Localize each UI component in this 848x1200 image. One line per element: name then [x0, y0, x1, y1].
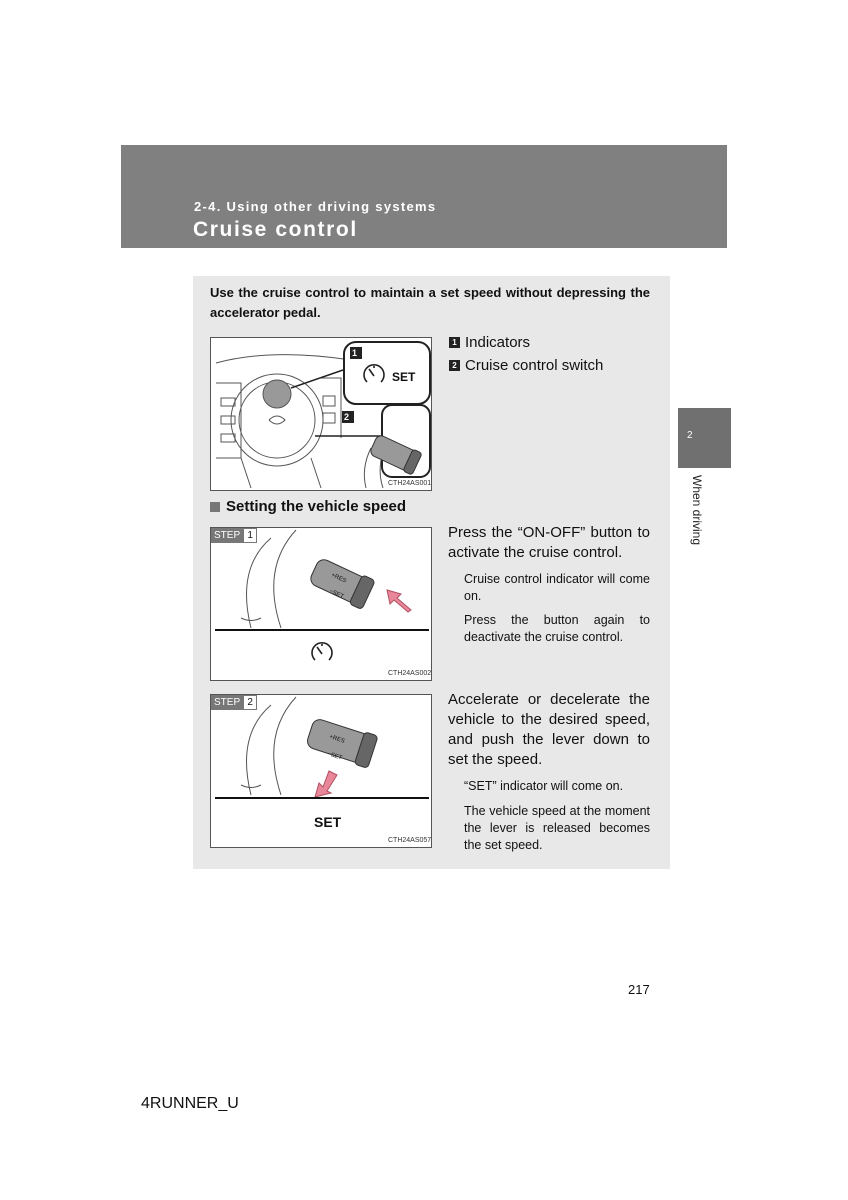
callout-1-number: 1 [352, 348, 358, 358]
legend-number: 2 [449, 360, 460, 371]
overview-figure [210, 337, 432, 491]
chapter-number: 2 [687, 430, 693, 441]
step-1-illustration [211, 528, 433, 682]
page-title: Cruise control [193, 218, 358, 241]
square-bullet-icon [210, 502, 220, 512]
page-number: 217 [628, 982, 650, 997]
cruise-indicator-icon [312, 643, 332, 660]
lever-res-label: +RES [328, 734, 346, 745]
figure-code: CTH24AS001 [388, 480, 432, 487]
dashboard-illustration [211, 338, 433, 492]
chapter-tab [678, 408, 731, 468]
step-number: 1 [243, 528, 257, 543]
legend-label: Indicators [465, 334, 531, 351]
step-1-figure [210, 527, 432, 681]
intro-text: Use the cruise control to maintain a set speed without depressing the accelerator pedal. [210, 285, 650, 320]
chapter-label: When driving [690, 475, 704, 546]
legend-number: 1 [449, 337, 460, 348]
section-heading [210, 498, 406, 515]
step-2-text: Accelerate or decelerate the vehicle to the desired speed, and push the lever down to set the speed. [448, 691, 650, 768]
step-1-note: Cruise control indicator will come on. [464, 572, 650, 603]
step-number: 2 [243, 695, 257, 710]
push-down-arrow-icon [315, 771, 337, 797]
content-panel [193, 276, 670, 869]
step-label: STEP [211, 528, 243, 543]
set-indicator-label: SET [314, 814, 342, 830]
step-1-badge [211, 528, 257, 543]
step-1-note: Press the button again to deactivate the cruise control. [464, 613, 650, 644]
figure-code: CTH24AS057 [388, 837, 432, 844]
step-2-note: The vehicle speed at the moment the lever is released becomes the set speed. [464, 804, 650, 852]
step-2-badge [211, 695, 257, 710]
section-heading-text: Setting the vehicle speed [226, 498, 407, 515]
figure-code: CTH24AS002 [388, 670, 432, 677]
legend-label: Cruise control switch [465, 357, 604, 374]
step-label: STEP [211, 695, 243, 710]
section-label: 2-4. Using other driving systems [194, 199, 437, 214]
push-arrow-icon [387, 590, 411, 612]
step-1-text: Press the “ON-OFF” button to activate the cruise control. [448, 524, 650, 561]
legend-item-switch [449, 357, 603, 374]
legend-item-indicators [449, 334, 530, 351]
lever-set-label: −SET [328, 588, 345, 601]
step-2-note: “SET” indicator will come on. [464, 779, 624, 793]
header-band [121, 145, 727, 248]
callout-2-number: 2 [344, 412, 350, 422]
lever-res-label: +RES [330, 572, 348, 585]
set-indicator-label: SET [392, 370, 416, 384]
footer-model: 4RUNNER_U [141, 1095, 239, 1112]
lever-set-label: −SET [326, 751, 343, 762]
step-2-figure [210, 694, 432, 848]
